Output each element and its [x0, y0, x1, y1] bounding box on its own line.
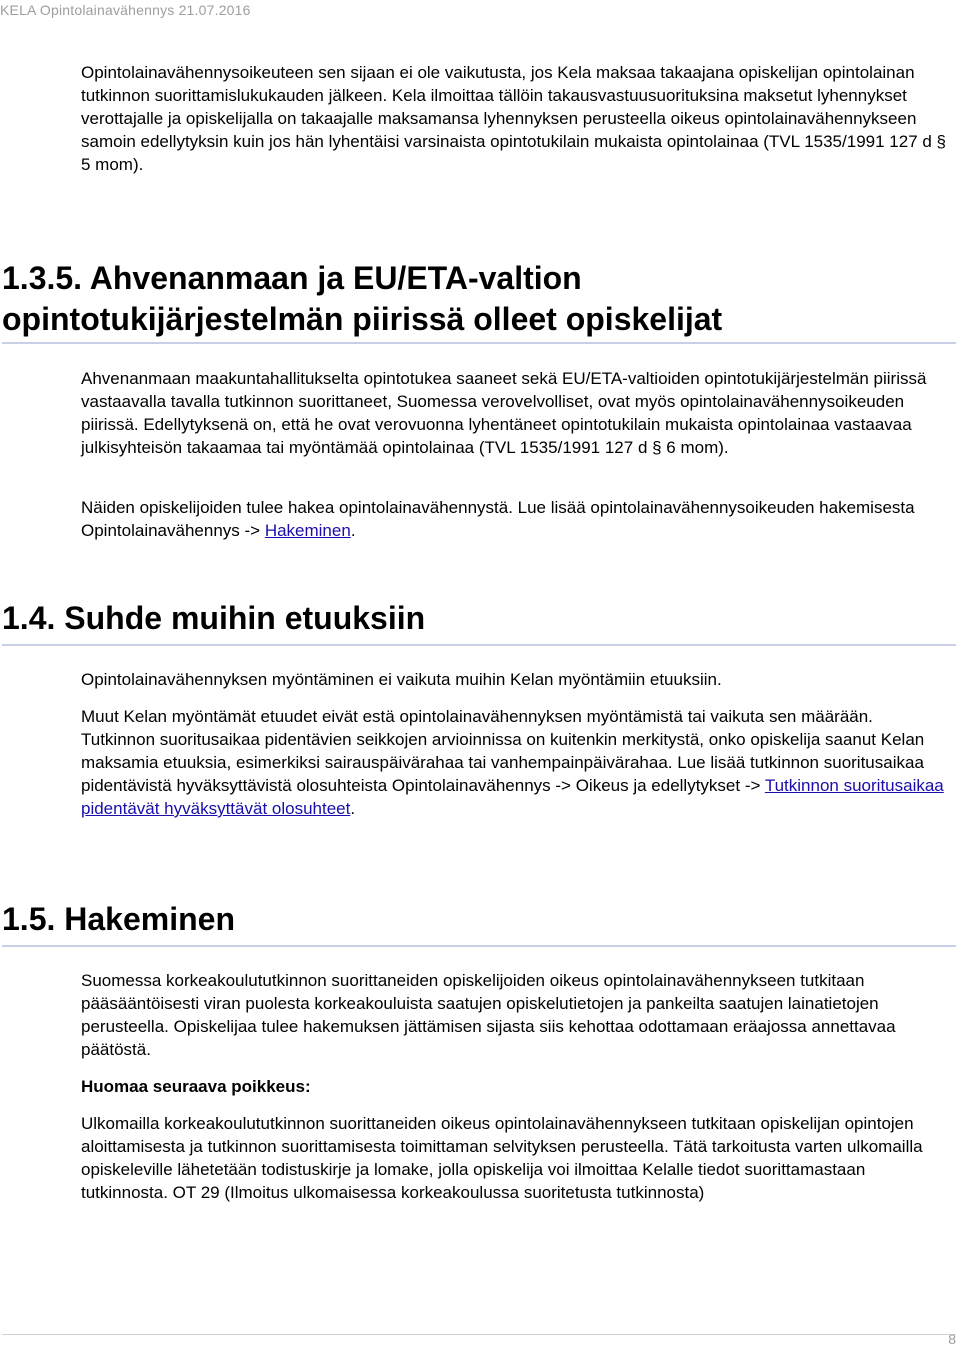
document-header: KELA Opintolainavähennys 21.07.2016	[0, 2, 251, 18]
section-1-4-paragraph-1: Opintolainavähennyksen myöntäminen ei vaikuta muihin Kelan myöntämiin etuuksiin.	[81, 670, 722, 689]
intro-paragraph: Opintolainavähennysoikeuteen sen sijaan ei ole vaikutusta, jos Kela maksaa takaajana opiskelijan opintolainan tutkinnon suorittamislukukauden jälkeen. Kela ilmoittaa tällöin takausvastuusuorituksina maksetut lyhennykset verottajalle ja opiskelijalla on takaajalle maksamansa lyhennyksen perusteella oikeus opintolainavähennykseen samoin edellytyksin kuin jos hän lyhentäisi varsinaista opintotukilain mukaista opintolainaa (TVL 1535/1991 127 d § 5 mom).	[81, 63, 946, 174]
section-1-3-5-paragraph-2	[81, 496, 951, 542]
paragraph-text: Muut Kelan myöntämät etuudet eivät estä opintolainavähennyksen myöntämistä tai vaikuta sen määrään. Tutkinnon suoritusaikaa pidentävien seikkojen arvioinnissa on kuitenkin merkitystä, onko opiskelija saanut Kelan maksamia etuuksia, esimerkiksi sairauspäivärahaa tai vanhempainpäivärahaa. Lue lisää tutkinnon suoritusaikaa pidentävistä hyväksyttävistä olosuhteista Opintolainavähennys -> Oikeus ja edellytykset ->	[81, 707, 925, 795]
note-heading: Huomaa seuraava poikkeus:	[81, 1077, 311, 1096]
section-1-5-paragraph-2: Ulkomailla korkeakoulututkinnon suorittaneiden oikeus opintolainavähennykseen tutkitaan opiskelijan opintojen aloittamisesta ja tutkinnon suorittamisesta toimittaman selvityksen perusteella. Tätä tarkoitusta varten ulkomailla opiskeleville lähetetään todistuskirje ja lomake, jolla opiskelija voi ilmoittaa Kelalle tiedot suorittamastaan tutkinnosta. OT 29 (Ilmoitus ulkomaisessa korkeakoulussa suoritetusta tutkinnosta)	[81, 1114, 923, 1202]
section-1-3-5-paragraph-1: Ahvenanmaan maakuntahallitukselta opintotukea saaneet sekä EU/ETA-valtioiden opintotukijärjestelmän piirissä vastaavalla tavalla tutkinnon suorittaneet, Suomessa verovelvolliset, ovat myös opintolainavähennysoikeuden piirissä. Edellytyksenä on, että he ovat verovuonna lyhentäneet opintotukilain mukaista opintolainaa vastaavaa julkisyhteisön takaamaa tai myöntämää opintolainaa (TVL 1535/1991 127 d § 6 mom).	[81, 369, 927, 457]
heading-underline	[2, 342, 956, 344]
paragraph-text: Näiden opiskelijoiden tulee hakea opintolainavähennystä. Lue lisää opintolainavähennysoikeuden hakemisesta Opintolainavähennys ->	[81, 498, 915, 540]
section-1-5-paragraph-1: Suomessa korkeakoulututkinnon suorittaneiden opiskelijoiden oikeus opintolainavähennykseen tutkitaan pääsääntöisesti viran puolesta korkeakouluista saatujen opiskelutietojen ja pankeilta saatujen lainatietojen perusteella. Opiskelijaa tulee hakemuksen jättämisen sijasta siis kehottaa odottamaan eräajossa annettavaa päätöstä.	[81, 971, 896, 1059]
footer-divider	[2, 1334, 956, 1335]
section-heading-1-3-5: 1.3.5. Ahvenanmaan ja EU/ETA-valtion opintotukijärjestelmän piirissä olleet opiskelijat	[2, 260, 723, 337]
heading-underline	[2, 644, 956, 646]
page-number: 8	[948, 1331, 956, 1347]
paragraph-end: .	[350, 521, 356, 540]
section-heading-1-4: 1.4. Suhde muihin etuuksiin	[2, 600, 426, 636]
paragraph-end: .	[350, 799, 356, 818]
heading-underline	[2, 945, 956, 947]
hakeminen-link[interactable]: Hakeminen	[264, 521, 351, 540]
section-heading-1-5: 1.5. Hakeminen	[2, 901, 235, 937]
suoritusaika-link[interactable]: Tutkinnon suoritusaikaa pidentävät hyväksyttävät olosuhteet	[81, 776, 944, 818]
section-1-4-paragraph-2	[81, 705, 951, 820]
